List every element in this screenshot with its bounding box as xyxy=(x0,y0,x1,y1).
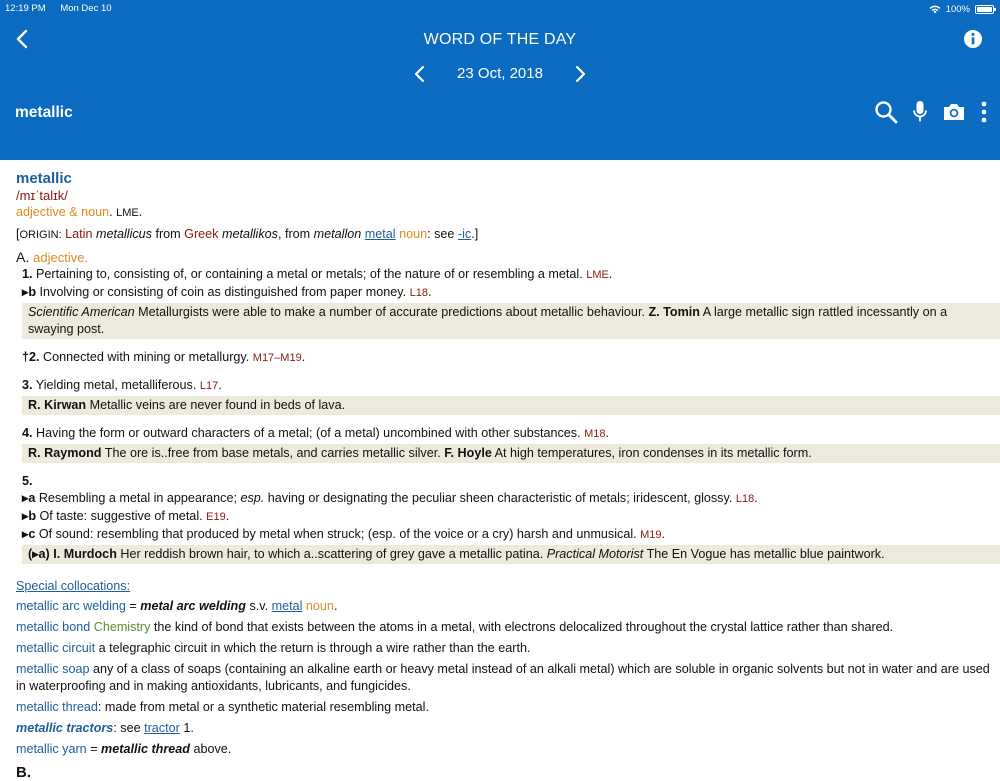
collocation-term: metallic arc welding xyxy=(16,599,126,613)
sense-text: Having the form or outward characters of a metal; (of a metal) uncombined with other substances. xyxy=(36,426,581,440)
sense-date: M19 xyxy=(640,529,662,541)
sense-date: E19 xyxy=(206,511,226,523)
quote-text: A large metallic sign rattled incessantly on a swaying post. xyxy=(28,305,948,336)
sense-text: Connected with mining or metallurgy. xyxy=(43,350,250,364)
app-header xyxy=(0,0,1000,160)
dictionary-entry xyxy=(0,160,1000,781)
link-tractor[interactable]: tractor xyxy=(144,721,180,735)
collocation-tractors xyxy=(16,720,994,737)
origin-pos: noun xyxy=(399,227,428,241)
status-bar xyxy=(5,3,994,15)
sense-5 xyxy=(16,473,994,490)
origin-see: : see xyxy=(427,227,455,241)
collocation-sv: s.v. xyxy=(249,599,269,613)
special-collocations-heading[interactable]: Special collocations: xyxy=(16,579,131,593)
collocation-term: metallic yarn xyxy=(16,742,87,756)
search-word[interactable]: metallic xyxy=(15,104,73,121)
link-ic[interactable]: -ic xyxy=(457,227,472,241)
sense-text: Pertaining to, consisting of, or containing a metal or metals; of the nature of or resembling a metal. xyxy=(36,267,583,281)
quote-source: I. Murdoch xyxy=(53,547,117,561)
wifi-icon xyxy=(929,5,941,14)
next-date-icon[interactable] xyxy=(571,64,589,84)
link-metal[interactable]: metal xyxy=(364,227,396,241)
origin-word: metallikos xyxy=(221,227,278,241)
origin-lang-greek: Greek xyxy=(184,227,219,241)
sense-text: Resembling a metal in appearance; xyxy=(38,491,237,505)
origin-word: metallon xyxy=(313,227,362,241)
collocation-see: : see xyxy=(113,721,141,735)
quote-source: R. Raymond xyxy=(28,446,102,460)
sense-text: having or designating the peculiar sheen characteristic of metals; iridescent, glossy. xyxy=(267,491,733,505)
collocation-text: the kind of bond that exists between the atoms in a metal, with electrons delocalized throughout the crystal lattice rather than shared. xyxy=(153,620,894,634)
quote-source: Z. Tomin xyxy=(648,305,700,319)
sense-3: 3. Yielding metal, metalliferous. L17. xyxy=(22,378,222,392)
collocation-field: Chemistry xyxy=(93,620,151,634)
sense-2: †2. Connected with mining or metallurgy. M17–M19. xyxy=(22,350,306,364)
sense-text: esp. xyxy=(240,491,265,505)
sense-number: 3. xyxy=(22,378,33,392)
pronunciation: /mɪˈtalɪk/ xyxy=(16,188,68,203)
quote-text: The ore is..free from base metals, and carries metallic silver. xyxy=(104,446,441,460)
microphone-icon[interactable] xyxy=(912,100,928,124)
collocation-num: 1. xyxy=(183,721,194,735)
sense-number: 4. xyxy=(22,426,33,440)
status-date: Mon Dec 10 xyxy=(60,3,112,14)
sense-letter: A. xyxy=(16,249,30,265)
origin-label: ORIGIN: xyxy=(19,229,62,241)
sense-date: M17–M19 xyxy=(252,352,302,364)
current-date: 23 Oct, 2018 xyxy=(457,65,543,82)
collocation-thread xyxy=(16,699,994,716)
sense-number: ▸a xyxy=(22,491,36,505)
collocation-text: a telegraphic circuit in which the return is through a wire rather than the earth. xyxy=(98,641,531,655)
quote-text: Metallurgists were able to make a number of accurate predictions about metallic behaviour. xyxy=(138,305,645,319)
sense-5a: ▸a Resembling a metal in appearance; esp. having or designating the peculiar sheen characteristic of metals; iridescent, glossy. L18. xyxy=(22,491,758,505)
quotation-block xyxy=(22,396,1000,415)
sense-date: L17 xyxy=(199,380,219,392)
sense-date: L18 xyxy=(409,287,428,299)
link-metal[interactable]: metal xyxy=(271,599,303,613)
sense-number: ▸b xyxy=(22,509,37,523)
sense-group-a: A. adjective. xyxy=(16,249,89,265)
collocation-eq: = xyxy=(129,599,137,613)
page-title: WORD OF THE DAY xyxy=(423,31,577,48)
sense-text: Of taste: suggestive of metal. xyxy=(39,509,203,523)
info-icon[interactable] xyxy=(963,29,983,49)
sense-number: ▸c xyxy=(22,527,36,541)
toolbar xyxy=(874,100,988,124)
more-vertical-icon[interactable] xyxy=(980,100,988,124)
quote-source: Scientific American xyxy=(28,305,135,319)
collocation-end: above. xyxy=(193,742,232,756)
sense-5b: ▸b Of taste: suggestive of metal. E19. xyxy=(22,509,230,523)
collocation-term: metallic thread xyxy=(16,700,98,714)
collocation-soap xyxy=(16,661,994,695)
search-icon[interactable] xyxy=(874,100,898,124)
collocation-term: metallic circuit xyxy=(16,641,96,655)
quotation-block xyxy=(22,545,1000,564)
sense-text: Of sound: resembling that produced by metal when struck; (esp. of the voice or a cry) harsh and unmusical. xyxy=(38,527,637,541)
quote-text: Her reddish brown hair, to which a..scattering of grey gave a metallic patina. xyxy=(120,547,544,561)
quote-source: Practical Motorist xyxy=(546,547,644,561)
origin-lang-latin: Latin xyxy=(65,227,93,241)
collocation-circuit xyxy=(16,640,994,657)
origin-word: metallicus xyxy=(95,227,152,241)
collocation-text: any of a class of soaps (containing an alkaline earth or heavy metal instead of an alkali metal) which are soluble in organic solvents but not in water and are used in waterproofing and in making antioxidants, lubricants, and fungicides. xyxy=(16,662,990,693)
part-of-speech: adjective & noun xyxy=(16,205,110,219)
collocation-target: metal arc welding xyxy=(140,599,246,613)
sense-number: 5. xyxy=(22,474,33,488)
quote-source: F. Hoyle xyxy=(444,446,492,460)
quote-text: The En Vogue has metallic blue paintwork. xyxy=(646,547,885,561)
quotation-block xyxy=(22,444,1000,463)
sense-pos: adjective xyxy=(33,250,85,265)
origin: [ORIGIN: Latin metallicus from Greek metallikos, from metallon metal noun: see -ic.] xyxy=(16,227,479,241)
sense-5c: ▸c Of sound: resembling that produced by metal when struck; (esp. of the voice or a cry) harsh and unmusical. M19. xyxy=(22,527,666,541)
sense-text: Involving or consisting of coin as distinguished from paper money. xyxy=(39,285,407,299)
collocation-target: metallic thread xyxy=(101,742,190,756)
sense-1b: ▸b Involving or consisting of coin as distinguished from paper money. L18. xyxy=(22,285,432,299)
collocation-term: metallic soap xyxy=(16,662,90,676)
collocation-yarn xyxy=(16,741,994,758)
collocation-arc-welding xyxy=(16,598,994,615)
collocation-bond xyxy=(16,619,994,636)
origin-from: from xyxy=(155,227,181,241)
quote-text: Metallic veins are never found in beds of lava. xyxy=(89,398,346,412)
sense-number: ▸b xyxy=(22,285,37,299)
sense-date: LME xyxy=(586,269,609,281)
quote-source: R. Kirwan xyxy=(28,398,87,412)
sense-group-b: B. xyxy=(16,764,31,781)
origin-from: , from xyxy=(277,227,311,241)
status-time: 12:19 PM xyxy=(5,3,46,14)
sense-text: Yielding metal, metalliferous. xyxy=(35,378,197,392)
collocation-text: : made from metal or a synthetic material resembling metal. xyxy=(97,700,429,714)
quote-text: At high temperatures, iron condenses in its metallic form. xyxy=(494,446,812,460)
quotation-block xyxy=(22,303,1000,339)
part-of-speech-line: adjective & noun. LME. xyxy=(16,205,143,219)
collocation-eq: = xyxy=(90,742,98,756)
sense-4: 4. Having the form or outward characters of a metal; (of a metal) uncombined with other substances. M18. xyxy=(22,426,610,440)
sense-date: M18 xyxy=(584,428,606,440)
collocation-term: metallic bond xyxy=(16,620,91,634)
collocation-term: metallic tractors xyxy=(16,721,114,735)
sense-1: 1. Pertaining to, consisting of, or containing a metal or metals; of the nature of or resembling a metal. LME. xyxy=(22,267,613,281)
sense-number: 1. xyxy=(22,267,33,281)
quote-prefix: (▸a) xyxy=(28,547,50,561)
pos-date: LME xyxy=(116,207,139,219)
collocation-pos: noun xyxy=(305,599,334,613)
headword: metallic xyxy=(16,170,72,187)
battery-percent: 100% xyxy=(945,3,970,15)
sense-number: †2. xyxy=(22,350,40,364)
sense-date: L18 xyxy=(735,493,755,505)
battery-icon xyxy=(975,5,994,14)
camera-icon[interactable] xyxy=(942,101,966,123)
collocation-end: . xyxy=(333,599,338,613)
